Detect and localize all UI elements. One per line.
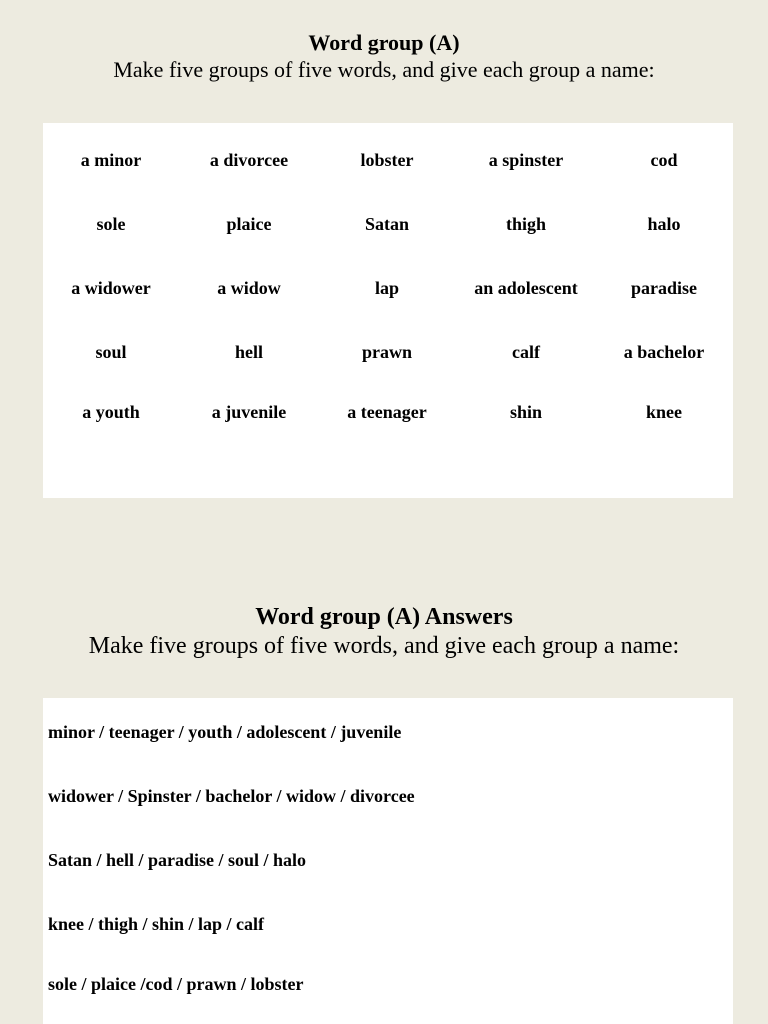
section-a-header	[0, 30, 768, 84]
word-cell: lobster	[360, 150, 414, 170]
word-cell: knee	[646, 402, 682, 422]
word-row	[43, 148, 733, 172]
section-b-header	[0, 602, 768, 660]
word-grid-panel	[43, 123, 733, 498]
word-cell: calf	[512, 342, 540, 362]
word-cell: a widow	[217, 278, 281, 298]
word-row	[43, 340, 733, 364]
word-cell: an adolescent	[474, 278, 578, 298]
word-row	[43, 212, 733, 236]
word-cell: a teenager	[347, 402, 427, 422]
section-a-title: Word group (A)	[308, 30, 460, 55]
word-cell: thigh	[505, 214, 547, 234]
word-cell: a widower	[71, 278, 151, 298]
answer-line: sole / plaice /cod / prawn / lobster	[48, 974, 304, 994]
answers-panel	[43, 698, 733, 1024]
word-row	[43, 400, 733, 424]
word-cell: hell	[234, 342, 263, 362]
section-a-instruction: Make five groups of five words, and give each group a name:	[113, 57, 655, 82]
word-cell: a juvenile	[211, 402, 287, 422]
word-cell: halo	[647, 214, 681, 234]
word-cell: a bachelor	[623, 342, 705, 362]
word-row	[43, 276, 733, 300]
word-cell: lap	[374, 278, 399, 298]
word-cell: Satan	[364, 214, 409, 234]
word-cell: soul	[95, 342, 127, 362]
word-cell: cod	[650, 150, 678, 170]
word-cell: a youth	[82, 402, 140, 422]
word-cell: prawn	[361, 342, 412, 362]
word-cell: sole	[96, 214, 126, 234]
answer-line: Satan / hell / paradise / soul / halo	[48, 850, 307, 870]
section-b-instruction: Make five groups of five words, and give each group a name:	[88, 633, 680, 659]
word-cell: plaice	[226, 214, 272, 234]
word-cell: a spinster	[488, 150, 564, 170]
word-cell: paradise	[630, 278, 697, 298]
section-b-title: Word group (A) Answers	[255, 604, 513, 630]
answer-line: minor / teenager / youth / adolescent / juvenile	[48, 722, 402, 742]
word-cell: a minor	[80, 150, 142, 170]
word-cell: shin	[509, 402, 543, 422]
word-cell: a divorcee	[209, 150, 289, 170]
answer-line: knee / thigh / shin / lap / calf	[48, 914, 265, 934]
answer-line: widower / Spinster / bachelor / widow / divorcee	[48, 786, 415, 806]
